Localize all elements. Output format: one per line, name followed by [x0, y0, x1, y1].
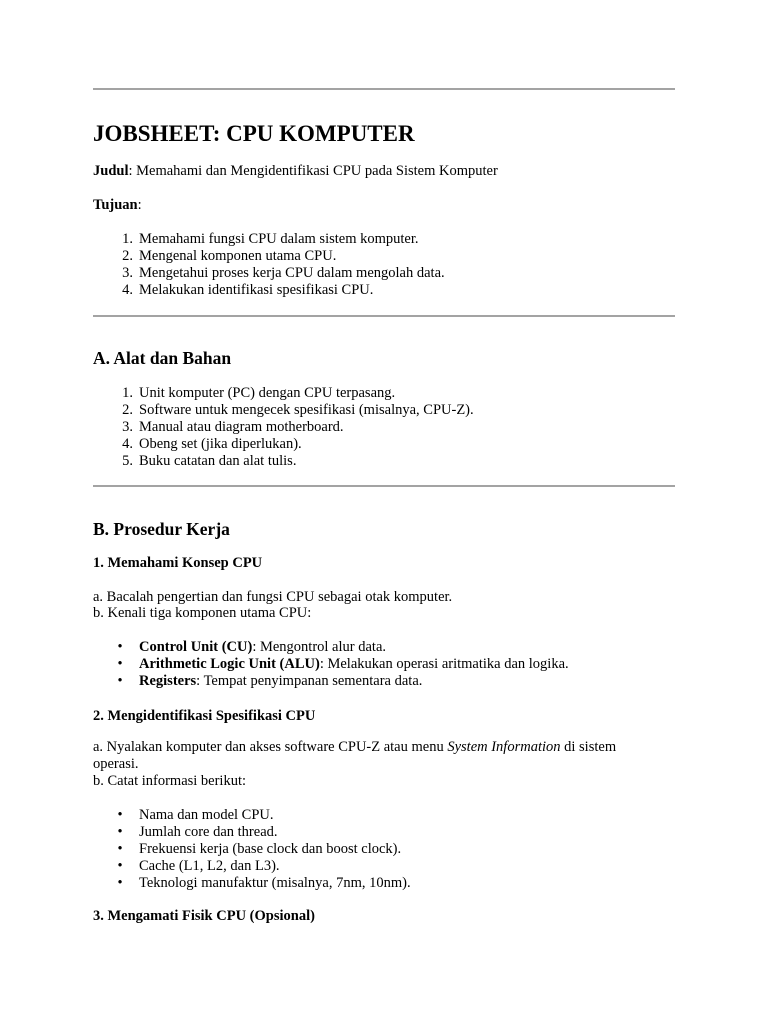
- list-item: • Frekuensi kerja (base clock dan boost clock).: [117, 841, 402, 857]
- list-item: 2. Software untuk mengecek spesifikasi (misalnya, CPU-Z).: [122, 402, 474, 418]
- judul-line: [93, 163, 675, 180]
- tujuan-list: [93, 231, 675, 299]
- divider-2: [93, 485, 675, 487]
- list-item-text: Buku catatan dan alat tulis.: [139, 453, 297, 469]
- step-3-heading: 3. Mengamati Fisik CPU (Opsional): [93, 908, 315, 924]
- list-item-text: Manual atau diagram motherboard.: [139, 419, 344, 435]
- component-name: Registers: [139, 673, 197, 689]
- list-item: • Nama dan model CPU.: [117, 807, 274, 823]
- list-item-text: Cache (L1, L2, dan L3).: [139, 858, 280, 874]
- list-item: 1. Unit komputer (PC) dengan CPU terpasang.: [122, 385, 396, 401]
- list-item: 3. Manual atau diagram motherboard.: [122, 419, 344, 435]
- step-2-line-a-post: di sistem operasi.: [93, 739, 617, 772]
- list-item: • Registers: Tempat penyimpanan sementara data.: [117, 673, 423, 689]
- list-item: • Control Unit (CU): Mengontrol alur data.: [117, 639, 386, 655]
- list-item: 1. Memahami fungsi CPU dalam sistem komputer.: [122, 231, 419, 247]
- cpu-spec-list: [93, 807, 675, 892]
- list-item-text: Software untuk mengecek spesifikasi (misalnya, CPU-Z).: [139, 402, 474, 418]
- step-2-line-a: [93, 739, 658, 773]
- component-name: Arithmetic Logic Unit (ALU): [139, 656, 320, 672]
- list-item-text: Mengenal komponen utama CPU.: [139, 248, 337, 264]
- list-item-text: Nama dan model CPU.: [139, 807, 274, 823]
- section-a-heading: A. Alat dan Bahan: [93, 348, 232, 368]
- alat-bahan-list: [93, 385, 675, 470]
- tujuan-label-line: [93, 197, 675, 214]
- list-item-text: Mengetahui proses kerja CPU dalam mengolah data.: [139, 265, 445, 281]
- list-item-text: Memahami fungsi CPU dalam sistem komputer.: [139, 231, 419, 247]
- list-item: 3. Mengetahui proses kerja CPU dalam mengolah data.: [122, 265, 445, 281]
- list-item-text: Melakukan identifikasi spesifikasi CPU.: [139, 282, 374, 298]
- list-item-text: Jumlah core dan thread.: [139, 824, 278, 840]
- list-item-text: Obeng set (jika diperlukan).: [139, 436, 302, 452]
- step-1-line-b: b. Kenali tiga komponen utama CPU:: [93, 605, 312, 621]
- list-item-text: Frekuensi kerja (base clock dan boost clock).: [139, 841, 402, 857]
- list-item: • Teknologi manufaktur (misalnya, 7nm, 10nm).: [117, 875, 411, 891]
- list-item: 4. Obeng set (jika diperlukan).: [122, 436, 302, 452]
- section-b-heading: B. Prosedur Kerja: [93, 519, 230, 539]
- cpu-components-list: [93, 639, 675, 690]
- step-2-line-b: b. Catat informasi berikut:: [93, 773, 247, 789]
- component-desc: : Mengontrol alur data.: [252, 639, 386, 655]
- list-item: 4. Melakukan identifikasi spesifikasi CPU.: [122, 282, 374, 298]
- component-desc: : Melakukan operasi aritmatika dan logika.: [319, 656, 569, 672]
- document-title: JOBSHEET: CPU KOMPUTER: [93, 121, 415, 146]
- component-name: Control Unit (CU): [139, 639, 253, 655]
- tujuan-colon: :: [137, 197, 142, 213]
- judul-text: : Memahami dan Mengidentifikasi CPU pada Sistem Komputer: [128, 163, 498, 179]
- list-item-text: Unit komputer (PC) dengan CPU terpasang.: [139, 385, 396, 401]
- step-2-line-a-pre: a. Nyalakan komputer dan akses software CPU-Z atau menu: [93, 739, 448, 755]
- divider-1: [93, 315, 675, 317]
- step-1-heading: 1. Memahami Konsep CPU: [93, 555, 263, 571]
- list-item-text: Teknologi manufaktur (misalnya, 7nm, 10nm).: [139, 875, 411, 891]
- judul-label: Judul: [93, 163, 129, 179]
- divider-top: [93, 88, 675, 90]
- step-2-heading: 2. Mengidentifikasi Spesifikasi CPU: [93, 708, 316, 724]
- tujuan-label: Tujuan: [93, 197, 138, 213]
- system-information-term: System Information: [447, 739, 561, 755]
- list-item: 2. Mengenal komponen utama CPU.: [122, 248, 337, 264]
- list-item: • Cache (L1, L2, dan L3).: [117, 858, 280, 874]
- list-item: 5. Buku catatan dan alat tulis.: [122, 453, 297, 469]
- component-desc: : Tempat penyimpanan sementara data.: [196, 673, 423, 689]
- list-item: • Jumlah core dan thread.: [117, 824, 278, 840]
- step-1-line-a: a. Bacalah pengertian dan fungsi CPU sebagai otak komputer.: [93, 589, 453, 605]
- list-item: • Arithmetic Logic Unit (ALU): Melakukan operasi aritmatika dan logika.: [117, 656, 569, 672]
